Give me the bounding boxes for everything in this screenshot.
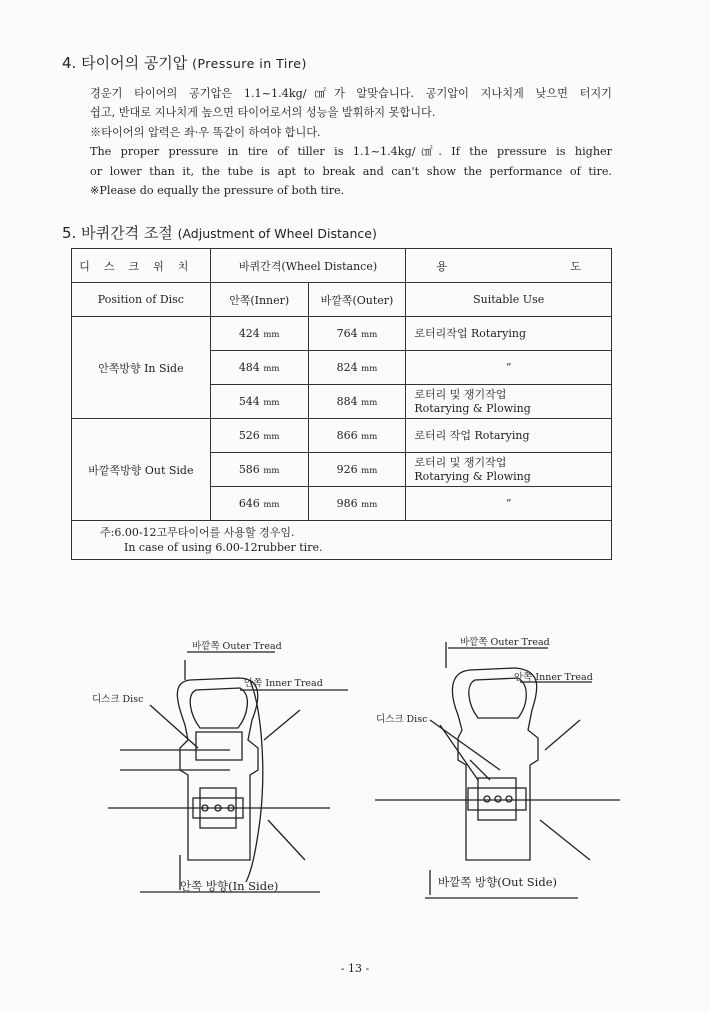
section-5-heading	[62, 222, 377, 243]
label-left-inner-tread: 안쪽 Inner Tread	[244, 678, 323, 689]
header-wheel-distance: 바퀴간격(Wheel Distance)	[210, 249, 406, 283]
section-5-title-en: (Adjustment of Wheel Distance)	[177, 226, 377, 241]
outer-value: 824 mm	[308, 351, 406, 385]
table-row	[72, 317, 612, 351]
label-right-inner-tread: 안쪽 Inner Tread	[514, 672, 593, 683]
caption-out-side: 바깥쪽 방향(Out Side)	[438, 875, 558, 889]
header-disc-en: Position of Disc	[72, 283, 211, 317]
inner-value: 646 mm	[210, 487, 308, 521]
use-value: 로터리 작업 Rotarying	[406, 419, 612, 453]
section-4-heading	[62, 52, 307, 73]
section-5-title-ko: 바퀴간격 조절	[81, 224, 173, 242]
label-left-outer-tread: 바깥쪽 Outer Tread	[192, 641, 282, 652]
label-left-disc: 디스크 Disc	[92, 694, 144, 705]
header-use-ko-2: 도	[570, 259, 581, 273]
use-value: 로터리작업 Rotarying	[406, 317, 612, 351]
section-4-number: 4.	[62, 54, 77, 72]
wheel-disc-diagram	[0, 620, 710, 910]
paragraph-line: ※타이어의 압력은 좌·우 똑같이 하여야 합니다.	[90, 125, 321, 139]
caption-in-side: 안쪽 방향(In Side)	[180, 879, 279, 893]
table-note-en: In case of using 6.00-12rubber tire.	[124, 541, 323, 554]
inner-value: 424 mm	[210, 317, 308, 351]
inner-value: 484 mm	[210, 351, 308, 385]
outer-value: 884 mm	[308, 385, 406, 419]
outer-value: 866 mm	[308, 419, 406, 453]
header-use-ko	[406, 249, 612, 283]
inner-value: 526 mm	[210, 419, 308, 453]
paragraph-line: The proper pressure in tire of tiller is 1.1~1.4kg/㎠. If the pressure is higher	[90, 145, 612, 159]
section-4-body	[90, 84, 612, 200]
outer-value: 986 mm	[308, 487, 406, 521]
use-value: 로터리 및 쟁기작업 Rotarying & Plowing	[406, 453, 612, 487]
table-note	[72, 521, 612, 560]
header-outer: 바깥쪽(Outer)	[308, 283, 406, 317]
label-right-disc: 디스크 Disc	[376, 714, 428, 725]
inner-value: 544 mm	[210, 385, 308, 419]
outer-value: 764 mm	[308, 317, 406, 351]
wheel-distance-table	[71, 248, 612, 560]
use-value: 로터리 및 쟁기작업 Rotarying & Plowing	[406, 385, 612, 419]
section-5-number: 5.	[62, 224, 77, 242]
paragraph-line: or lower than it, the tube is apt to break and can't show the performance of tire.	[90, 164, 612, 178]
table-row	[72, 419, 612, 453]
paragraph-line: 쉽고, 반대로 지나치게 높으면 타이어로서의 성능을 발휘하지 못합니다.	[90, 106, 436, 120]
outer-value: 926 mm	[308, 453, 406, 487]
paragraph-line: ※Please do equally the pressure of both tire.	[90, 184, 345, 198]
group-label-in-side: 안쪽방향 In Side	[72, 317, 211, 419]
paragraph-line: 경운기 타이어의 공기압은 1.1~1.4kg/㎠가 알맞습니다. 공기압이 지나치게 낮으면 터지기	[90, 87, 612, 100]
header-use-ko-1: 용	[436, 259, 448, 273]
header-inner: 안쪽(Inner)	[210, 283, 308, 317]
section-4-title-en: (Pressure in Tire)	[192, 56, 307, 71]
section-4-title-ko: 타이어의 공기압	[81, 54, 188, 72]
header-use-en: Suitable Use	[406, 283, 612, 317]
use-value: ”	[406, 351, 612, 385]
page-number: - 13 -	[340, 962, 370, 975]
inner-value: 586 mm	[210, 453, 308, 487]
group-label-out-side: 바깥쪽방향 Out Side	[72, 419, 211, 521]
header-disc-ko: 디스크위치	[72, 249, 211, 283]
table-note-ko: 주:6.00-12고무타이어를 사용할 경우임.	[100, 526, 295, 539]
use-value: ”	[406, 487, 612, 521]
label-right-outer-tread: 바깥쪽 Outer Tread	[460, 637, 550, 648]
